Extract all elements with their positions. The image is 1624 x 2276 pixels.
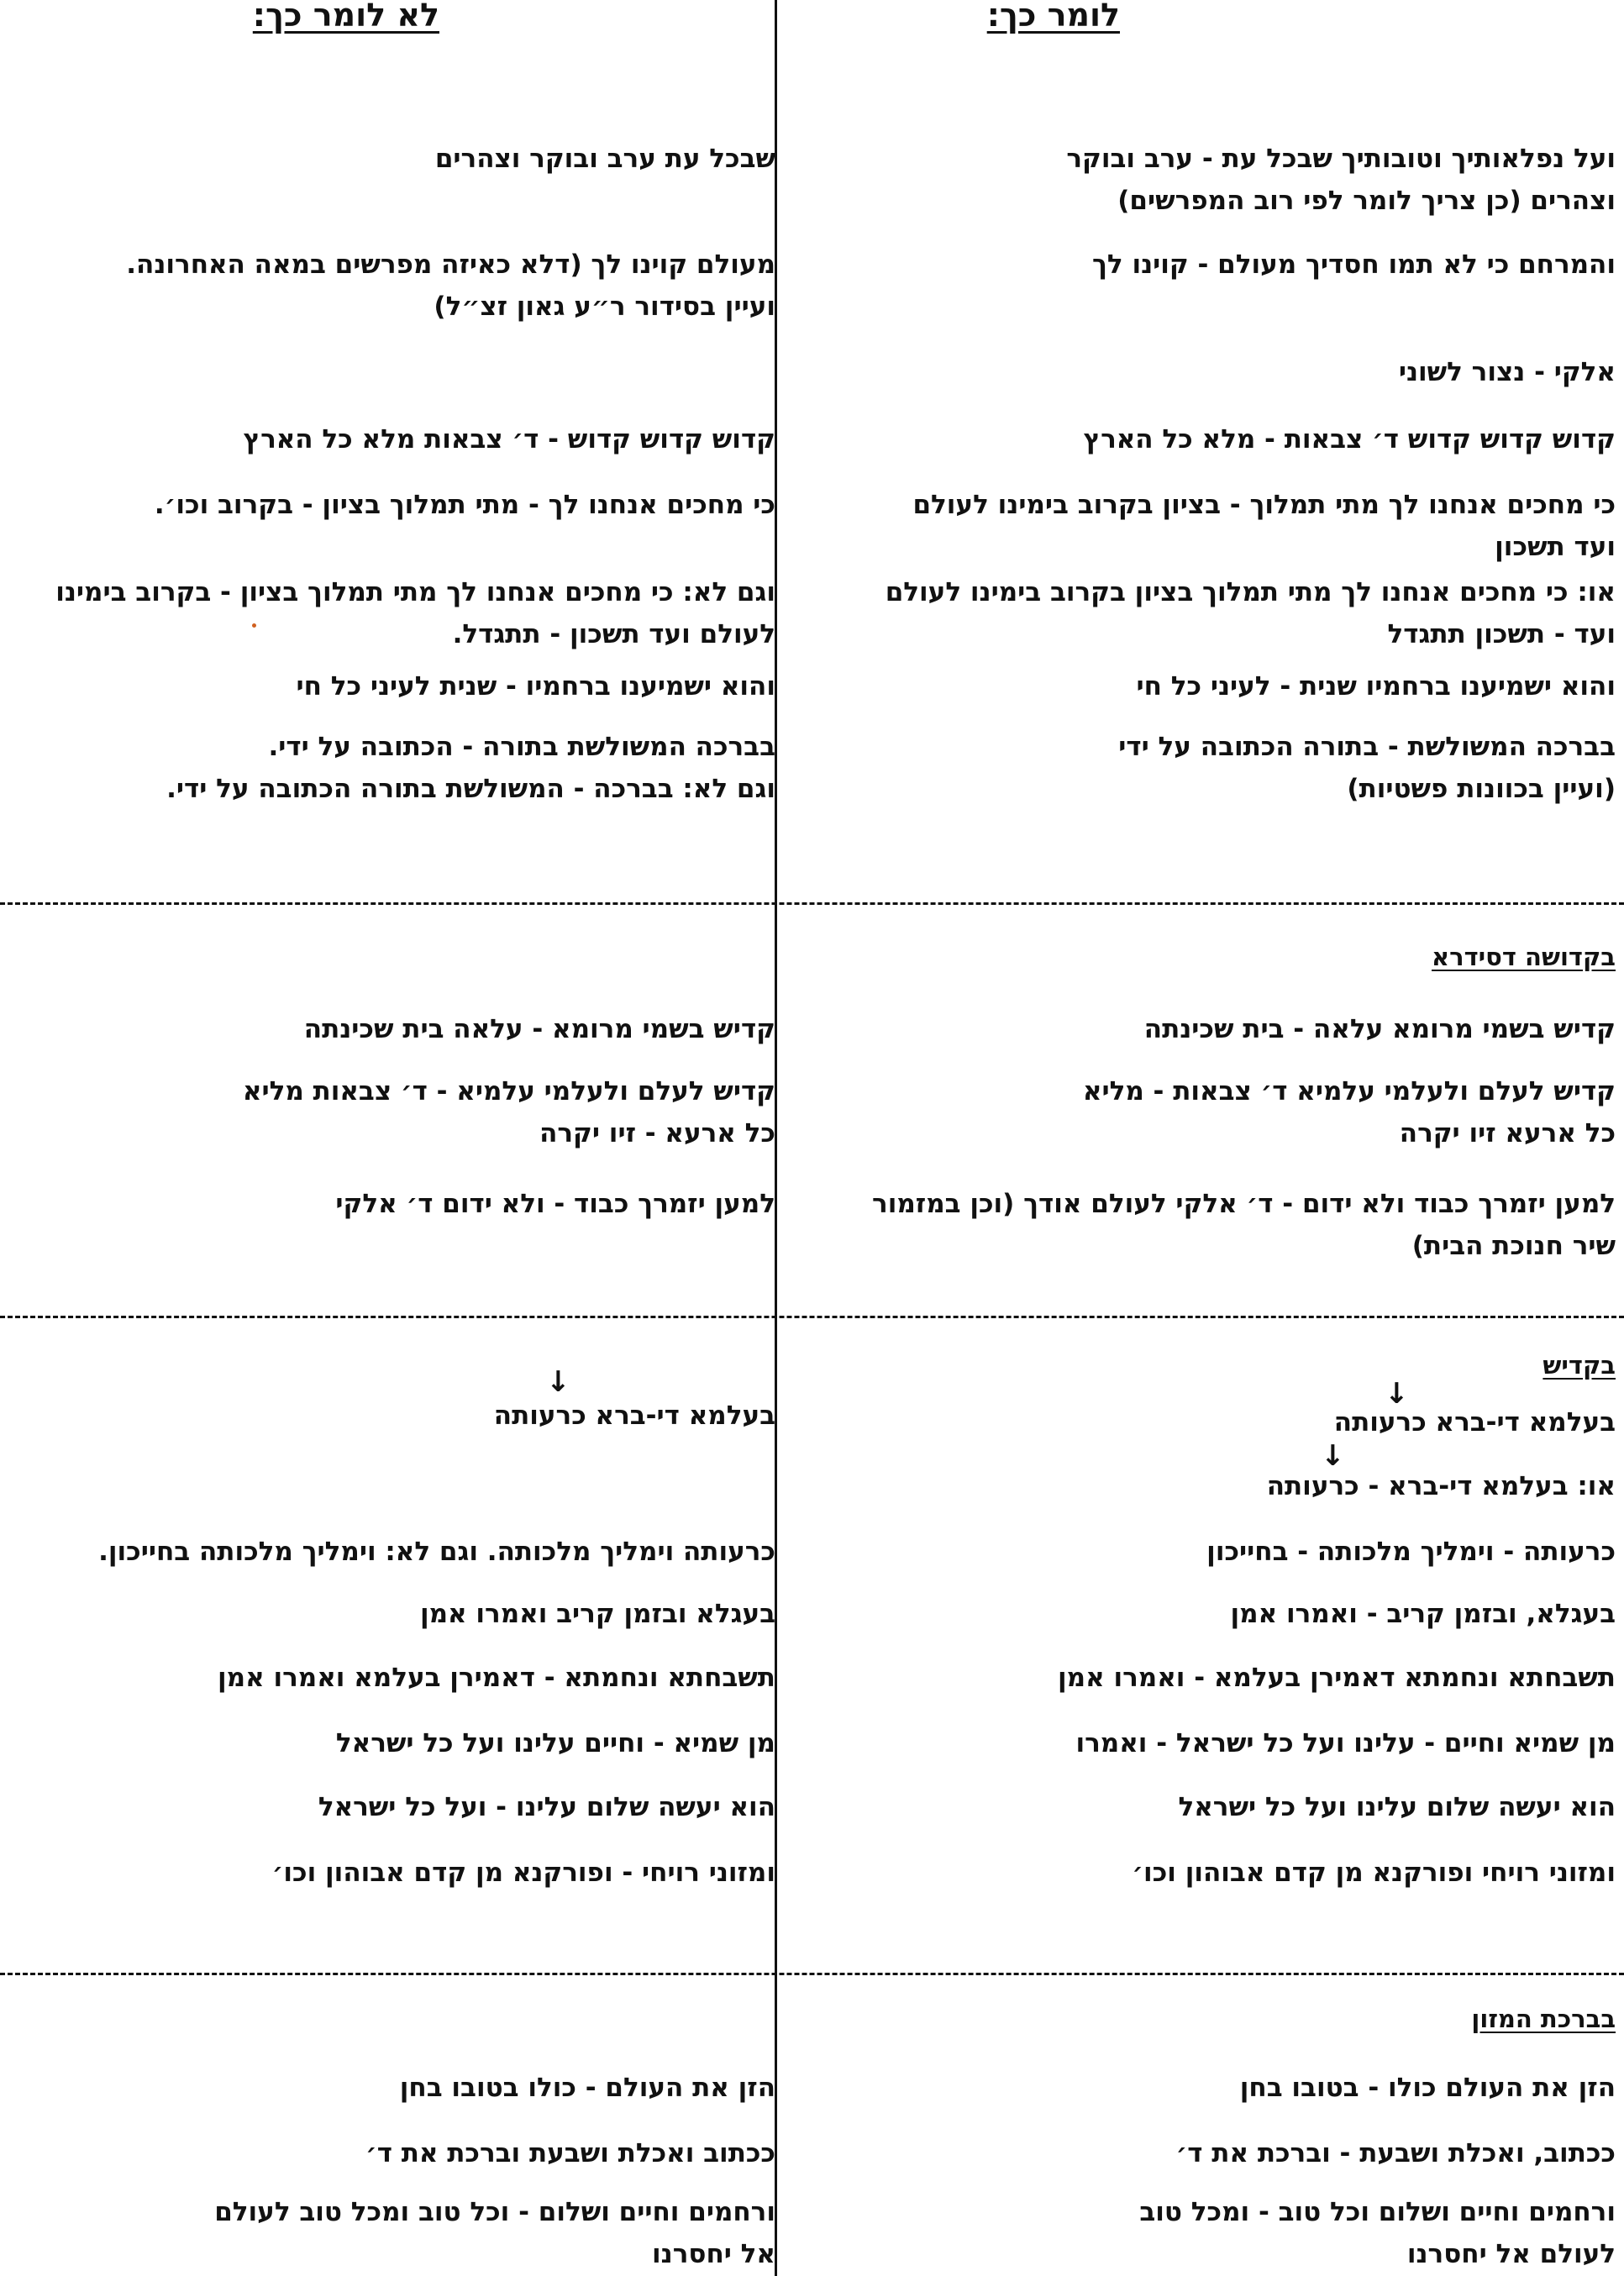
section1-row7-left: והוא ישמיענו ברחמיו - שנית לעיני כל חי xyxy=(296,671,775,702)
arrow-down-icon: ↓ xyxy=(1321,1439,1345,1473)
section1-row5-left: כי מחכים אנחנו לך - מתי תמלוך בציון - בקרוב וכו׳. xyxy=(154,490,775,520)
arrow-down-icon: ↓ xyxy=(1385,1377,1409,1411)
section1-row8-left: בברכה המשולשת בתורה - הכתובה על ידי. וגם לא: בברכה - המשולשת בתורה הכתובה על ידי. xyxy=(166,732,775,804)
arrow-down-icon: ↓ xyxy=(546,1365,570,1399)
section2-title: בקדושה דסידרא xyxy=(1432,943,1616,971)
section3-row6-right: מן שמיא וחיים - עלינו ועל כל ישראל - ואמרו xyxy=(1075,1728,1616,1758)
section4-row3-left: ורחמים וחיים ושלום - וכל טוב ומכל טוב לעולם אל יחסרנו xyxy=(214,2197,775,2269)
section1-row4-left: קדוש קדוש קדוש - ד׳ צבאות מלא כל הארץ xyxy=(243,424,775,455)
section3-row6-left: מן שמיא - וחיים עלינו ועל כל ישראל xyxy=(335,1728,775,1758)
section2-row1-left: קדיש בשמי מרומא - עלאה בית שכינתה xyxy=(303,1014,775,1044)
section1-row1-right: ועל נפלאותיך וטובותיך שבכל עת - ערב ובוקר וצהרים (כן צריך לומר לפי רוב המפרשים) xyxy=(1066,144,1616,216)
section3-row7-right: הוא יעשה שלום עלינו ועל כל ישראל xyxy=(1178,1792,1616,1822)
section2-row1-right: קדיש בשמי מרומא עלאה - בית שכינתה xyxy=(1143,1014,1616,1044)
section3-row4-right: בעגלא, ובזמן קריב - ואמרו אמן xyxy=(1230,1599,1616,1629)
section4-row3-right: ורחמים וחיים ושלום וכל טוב - ומכל טוב לעולם אל יחסרנו xyxy=(1139,2197,1616,2269)
section1-row2-left: מעולם קוינו לך (דלא כאיזה מפרשים במאה האחרונה. ועיין בסידור ר״ע גאון זצ״ל) xyxy=(126,250,775,322)
section1-row5-right: כי מחכים אנחנו לך מתי תמלוך - בציון בקרוב בימינו לעולם ועד תשכון xyxy=(912,490,1616,562)
section3-row5-right: תשבחתא ונחמתא דאמירן בעלמא - ואמרו אמן xyxy=(1058,1663,1616,1693)
section3-row1-right: בעלמא די-ברא כרעותה xyxy=(1333,1407,1616,1438)
section3-row1-left: בעלמא די-ברא כרעותה xyxy=(493,1401,775,1431)
ink-dot xyxy=(252,623,256,628)
section3-row2-right: או: בעלמא די-ברא - כרעותה xyxy=(1266,1471,1616,1501)
section-divider-3 xyxy=(0,1973,1624,1975)
section3-row3-left: כרעותה וימליך מלכותה. וגם לא: וימליך מלכותה בחייכון. xyxy=(98,1537,775,1567)
section1-row7-right: והוא ישמיענו ברחמיו שנית - לעיני כל חי xyxy=(1136,671,1616,702)
section4-row1-left: הזן את העולם - כולו בטובו בחן xyxy=(399,2073,775,2103)
section3-row8-left: ומזוני רויחי - ופורקנא מן קדם אבוהון וכו׳ xyxy=(271,1858,775,1888)
section3-title: בקדיש xyxy=(1543,1351,1616,1380)
section1-row1-left: שבכל עת ערב ובוקר וצהרים xyxy=(434,144,775,174)
section3-row5-left: תשבחתא ונחמתא - דאמירן בעלמא ואמרו אמן xyxy=(218,1663,775,1693)
section-divider-1 xyxy=(0,902,1624,905)
section4-row2-left: ככתוב ואכלת ושבעת וברכת את ד׳ xyxy=(365,2138,775,2168)
section2-row3-left: למען יזמרך כבוד - ולא ידום ד׳ אלקי xyxy=(335,1189,775,1219)
section3-row4-left: בעגלא ובזמן קריב ואמרו אמן xyxy=(419,1599,775,1629)
section4-row1-right: הזן את העולם כולו - בטובו בחן xyxy=(1239,2073,1616,2103)
section4-row2-right: ככתוב, ואכלת ושבעת - וברכת את ד׳ xyxy=(1175,2138,1616,2168)
section3-row8-right: ומזוני רויחי ופורקנא מן קדם אבוהון וכו׳ xyxy=(1132,1858,1616,1888)
section3-row7-left: הוא יעשה שלום עלינו - ועל כל ישראל xyxy=(318,1792,775,1822)
section2-row3-right: למען יזמרך כבוד ולא ידום - ד׳ אלקי לעולם אודך (וכן במזמור שיר חנוכת הבית) xyxy=(872,1189,1616,1261)
section3-row3-right: כרעותה - וימליך מלכותה - בחייכון xyxy=(1206,1537,1616,1567)
header-say: לומר כך: xyxy=(986,0,1120,34)
header-dont-say: לא לומר כך: xyxy=(252,0,439,34)
section4-title: בברכת המזון xyxy=(1471,2005,1616,2033)
section1-row6-right: או: כי מחכים אנחנו לך מתי תמלוך בציון בקרוב בימינו לעולם ועד - תשכון תתגדל xyxy=(885,577,1616,649)
section1-row8-right: בברכה המשולשת - בתורה הכתובה על ידי (ועיין בכוונות פשטיות) xyxy=(1118,732,1616,804)
section1-row4-right: קדוש קדוש קדוש ד׳ צבאות - מלא כל הארץ xyxy=(1083,424,1616,455)
section2-row2-left: קדיש לעלם ולעלמי עלמיא - ד׳ צבאות מליא כל ארעא - זיו יקרה xyxy=(242,1076,775,1149)
section1-row6-left: וגם לא: כי מחכים אנחנו לך מתי תמלוך בציון - בקרוב בימינו לעולם ועד תשכון - תתגדל. xyxy=(55,577,775,649)
section1-row3-right: אלקי - נצור לשוני xyxy=(1398,357,1616,387)
section2-row2-right: קדיש לעלם ולעלמי עלמיא ד׳ צבאות - מליא כל ארעא זיו יקרה xyxy=(1082,1076,1616,1149)
section1-row2-right: והמרחם כי לא תמו חסדיך מעולם - קוינו לך xyxy=(1091,250,1616,280)
section-divider-2 xyxy=(0,1316,1624,1318)
